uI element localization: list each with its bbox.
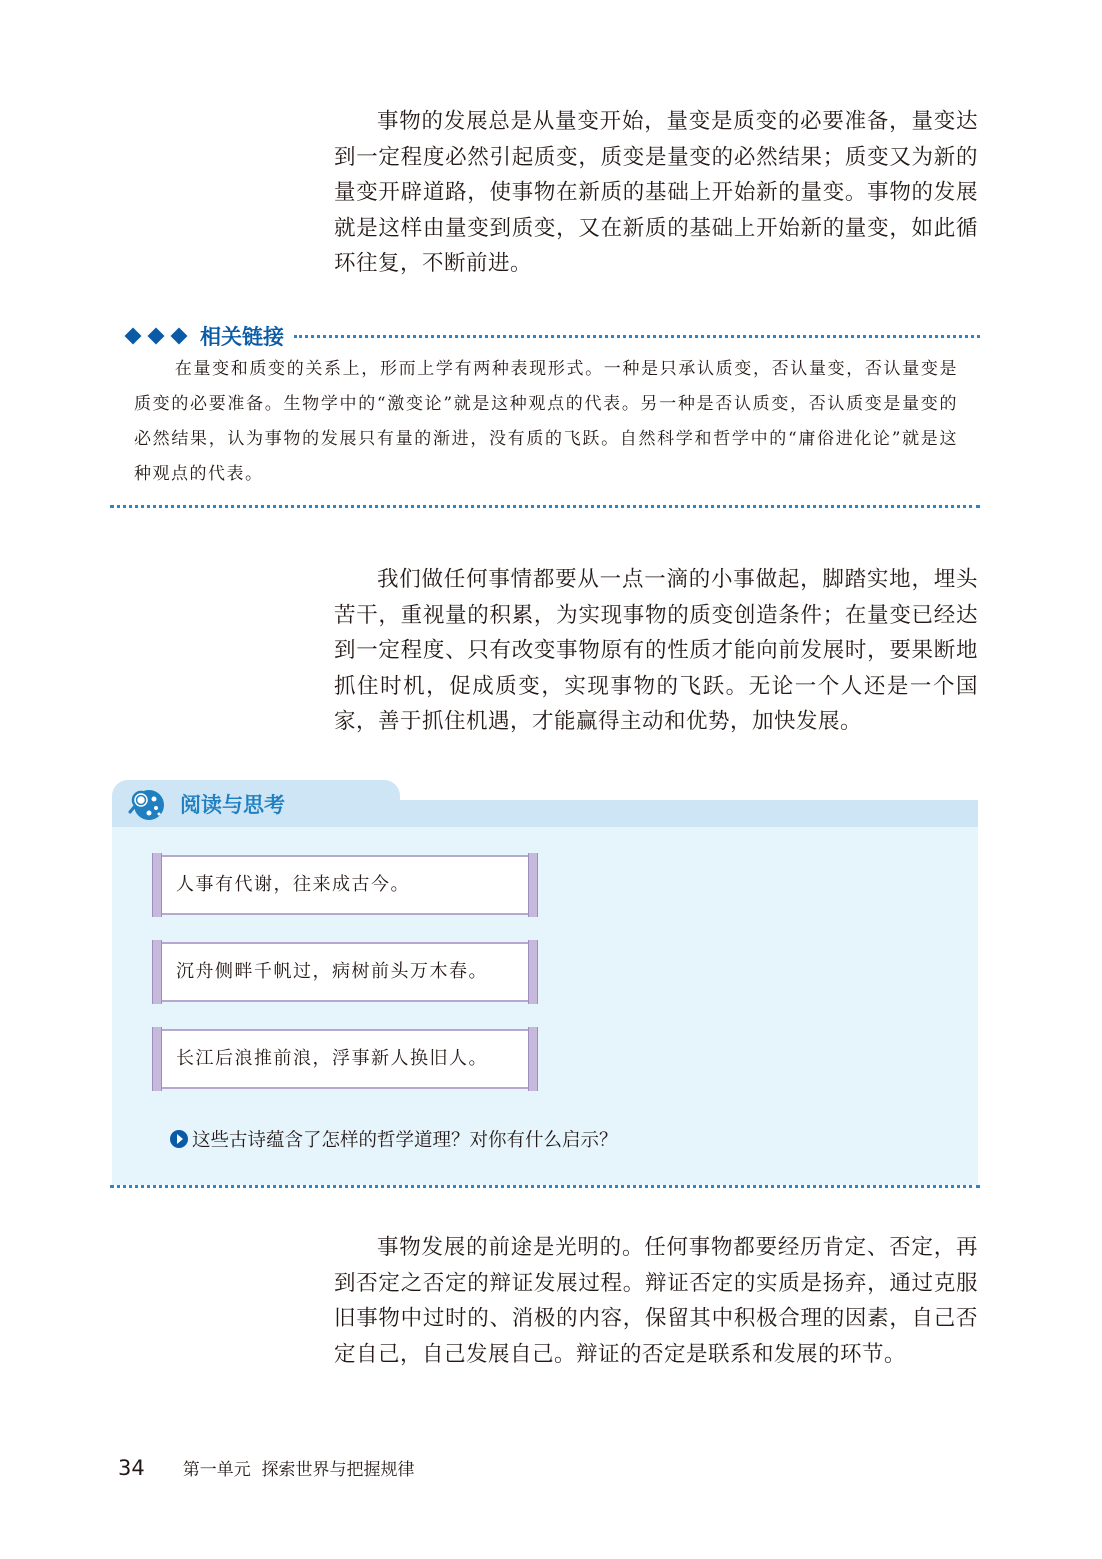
arrow-right-icon (170, 1130, 188, 1148)
dotted-divider (110, 1185, 980, 1188)
body-paragraph-1: 事物的发展总是从量变开始，量变是质变的必要准备，量变达到一定程度必然引起质变，质变是量变的必然结果；质变又为新的量变开辟道路，使事物在新质的基础上开始新的量变。事物的发展就是这样由量变到质变，又在新质的基础上开始新的量变，如此循环往复，不断前进。 (334, 109, 978, 276)
poem-line: 沉舟侧畔千帆过，病树前头万木春。 (176, 961, 488, 982)
question-text: 这些古诗蕴含了怎样的哲学道理？对你有什么启示？ (192, 1130, 618, 1151)
related-link-header (120, 320, 980, 352)
poem-line: 人事有代谢，往来成古今。 (176, 874, 410, 895)
page-number: 34 (118, 1456, 145, 1480)
magnifier-book-icon (128, 786, 166, 824)
poem-box (152, 1029, 538, 1089)
poem-box (152, 855, 538, 915)
diamond-bullets-icon (124, 330, 188, 342)
dotted-divider (110, 505, 980, 508)
body-paragraph-3: 事物发展的前途是光明的。任何事物都要经历肯定、否定，再到否定之否定的辩证发展过程。辩证否定的实质是扬弃，通过克服旧事物中过时的、消极的内容，保留其中积极合理的因素，自己否定自己，自己发展自己。辩证的否定是联系和发展的环节。 (334, 1235, 978, 1367)
poem-box (152, 942, 538, 1002)
related-link-title: 相关链接 (200, 325, 284, 349)
read-think-title: 阅读与思考 (180, 793, 285, 817)
poem-line: 长江后浪推前浪，浮事新人换旧人。 (176, 1048, 488, 1069)
question-prompt (170, 1126, 618, 1152)
page-footer (118, 1455, 415, 1480)
running-head: 第一单元 探索世界与把握规律 (182, 1460, 415, 1480)
related-link-text: 在量变和质变的关系上，形而上学有两种表现形式。一种是只承认质变，否认量变，否认量变是质变的必要准备。生物学中的“激变论”就是这种观点的代表。另一种是否认质变，否认质变是量变的必然结果，认为事物的发展只有量的渐进，没有质的飞跃。自然科学和哲学中的“庸俗进化论”就是这种观点的代表。 (134, 359, 958, 484)
body-paragraph-2: 我们做任何事情都要从一点一滴的小事做起，脚踏实地，埋头苦干，重视量的积累，为实现事物的质变创造条件；在量变已经达到一定程度、只有改变事物原有的性质才能向前发展时，要果断地抓住时机，促成质变，实现事物的飞跃。无论一个人还是一个国家，善于抓住机遇，才能赢得主动和优势，加快发展。 (334, 567, 978, 734)
dotted-divider (294, 335, 980, 338)
